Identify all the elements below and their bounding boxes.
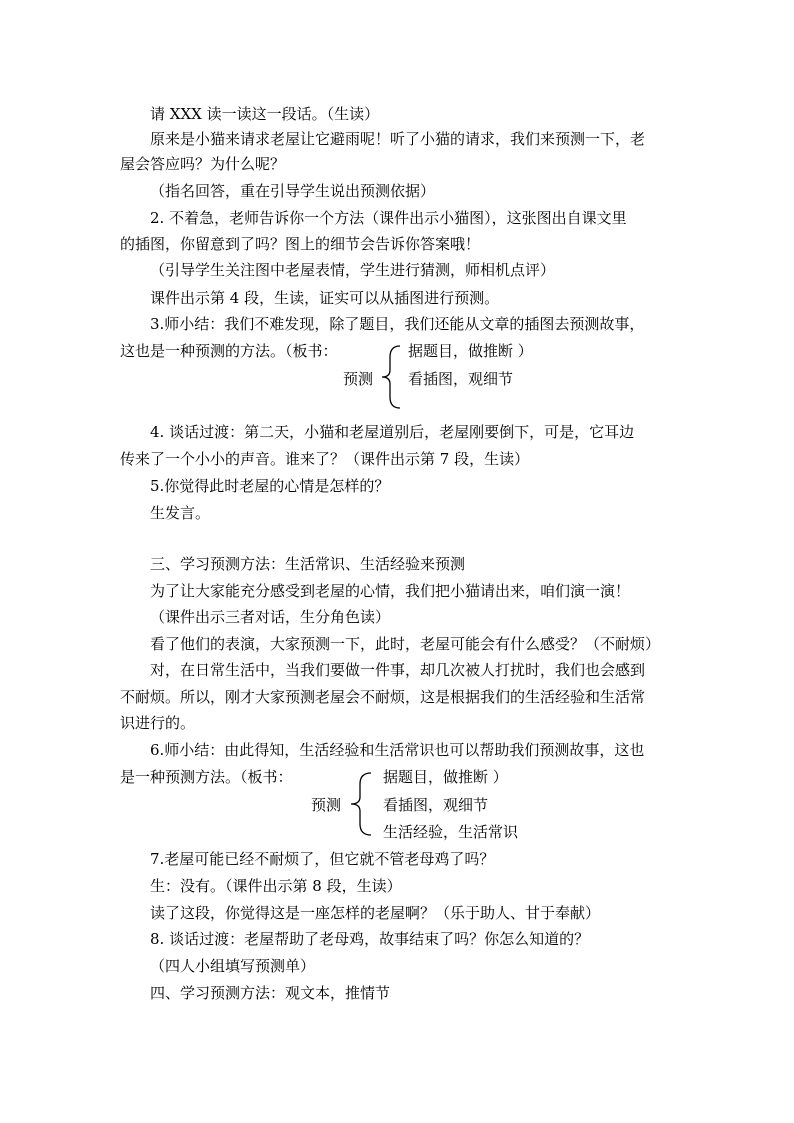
section-heading: 三、学习预测方法：生活常识、生活经验来预测: [150, 555, 466, 573]
text-line: 传来了一个小小的声音。谁来了？（课件出示第 7 段，生读）: [120, 450, 530, 468]
text-line: 屋会答应吗？为什么呢？: [120, 155, 286, 173]
text-line: 看了他们的表演，大家预测一下，此时，老屋可能会有什么感受？（不耐烦）: [150, 635, 661, 653]
text-line: 生发言。: [150, 504, 211, 522]
brace-icon: [347, 770, 375, 838]
text-line: 课件出示第 4 段，生读，证实可以从插图进行预测。: [150, 289, 500, 307]
board-item: 看插图，观细节: [408, 370, 514, 388]
board-item: 据题目，做推断 ）: [408, 342, 533, 360]
text-line: （四人小组填写预测单）: [150, 957, 316, 975]
text-line: 读了这段，你觉得这是一座怎样的老屋啊？（乐于助人、甘于奉献）: [150, 904, 601, 922]
text-line: 的插图，你留意到了吗？图上的细节会告诉你答案哦！: [120, 235, 481, 253]
brace-icon: [378, 343, 404, 411]
section-heading: 四、学习预测方法：观文本，推情节: [150, 984, 391, 1002]
text-line: 为了让大家能充分感受到老屋的心情，我们把小猫请出来，咱们演一演！: [150, 582, 631, 600]
text-line: 原来是小猫来请求老屋让它避雨呢！听了小猫的请求，我们来预测一下，老: [150, 130, 646, 148]
text-line: 6.师小结：由此得知，生活经验和生活常识也可以帮助我们预测故事，这也: [150, 741, 645, 759]
text-line: 是一种预测方法。（板书：: [120, 768, 293, 786]
text-line: 4. 谈话过渡：第二天，小猫和老屋道别后，老屋刚要倒下，可是，它耳边: [150, 423, 635, 441]
text-line: 对，在日常生活中，当我们要做一件事，却几次被人打扰时，我们也会感到: [150, 661, 646, 679]
text-line: 8. 谈话过渡：老屋帮助了老母鸡，故事结束了吗？你怎么知道的？: [150, 930, 590, 948]
text-line: 5.你觉得此时老屋的心情是怎样的？: [150, 477, 390, 495]
text-line: 识进行的。: [120, 714, 196, 732]
board-item: 据题目，做推断 ）: [383, 768, 508, 786]
text-line: （引导学生关注图中老屋表情，学生进行猜测，师相机点评）: [150, 261, 556, 279]
text-line: 请 XXX 读一读这一段话。（生读）: [150, 105, 380, 123]
board-item: 看插图，观细节: [383, 796, 489, 814]
text-line: 7.老屋可能已经不耐烦了，但它就不管老母鸡了吗？: [150, 850, 495, 868]
text-line: 生：没有。（课件出示第 8 段，生读）: [150, 877, 402, 895]
text-line: 不耐烦。所以，刚才大家预测老屋会不耐烦，这是根据我们的生活经验和生活常: [120, 688, 646, 706]
text-line: 这也是一种预测的方法。（板书：: [120, 342, 338, 360]
board-item: 生活经验，生活常识: [383, 823, 519, 841]
board-label: 预测: [343, 370, 374, 388]
text-line: （课件出示三者对话，生分角色读）: [150, 608, 391, 626]
text-line: （指名回答，重在引导学生说出预测依据）: [150, 182, 436, 200]
text-line: 2. 不着急，老师告诉你一个方法（课件出示小猫图），这张图出自课文里: [150, 209, 627, 227]
text-line: 3.师小结：我们不难发现，除了题目，我们还能从文章的插图去预测故事，: [150, 315, 645, 333]
board-label: 预测: [311, 796, 342, 814]
